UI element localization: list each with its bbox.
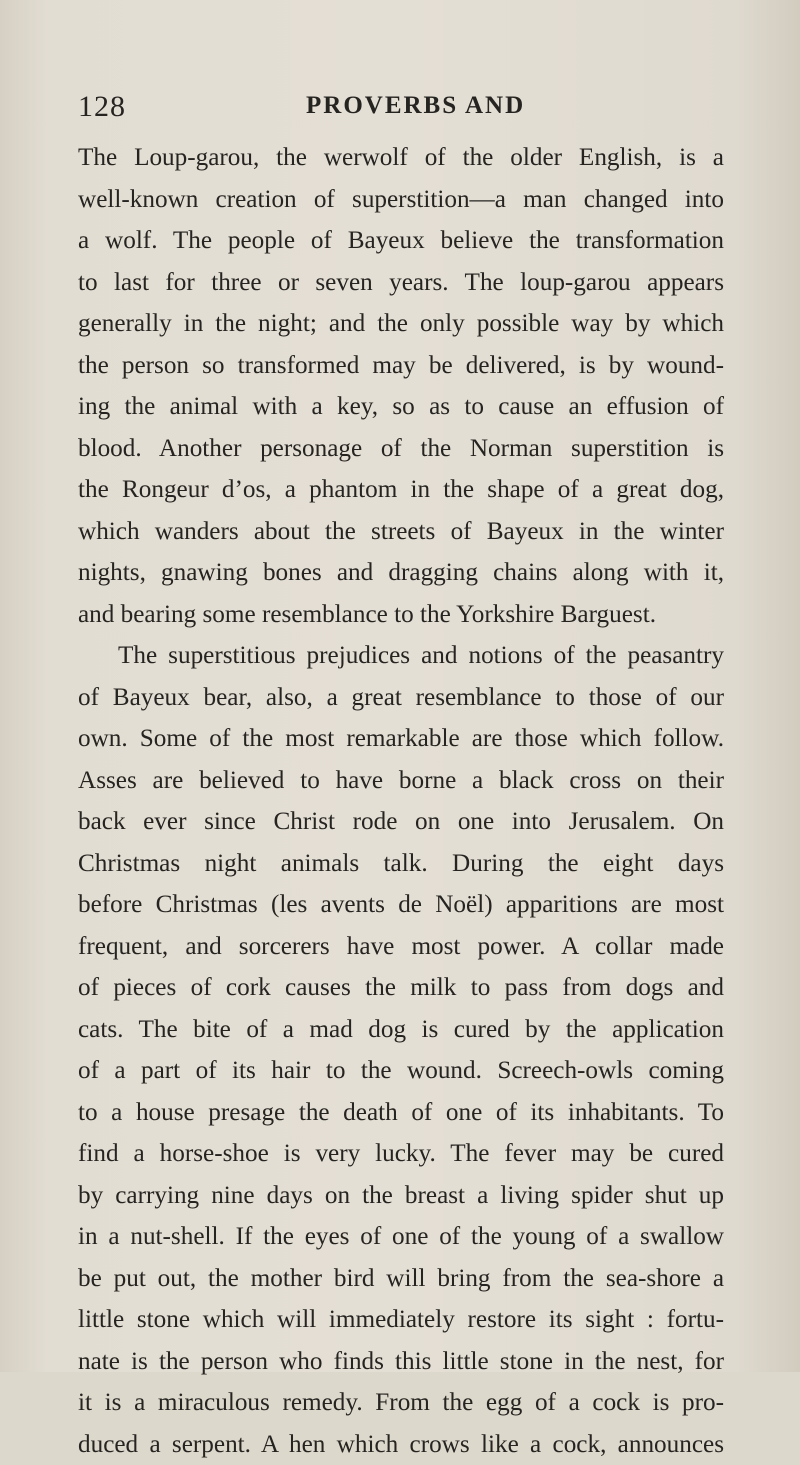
text-line: it is a miraculous remedy. From the egg of a cock is pro- [78, 1382, 724, 1424]
text-line: little stone which will immediately restore its sight : fortu- [78, 1299, 724, 1341]
text-line: cats. The bite of a mad dog is cured by the application [78, 1009, 724, 1051]
text-line: nights, gnawing bones and dragging chains along with it, [78, 552, 724, 594]
text-line: ing the animal with a key, so as to cause an effusion of [78, 386, 724, 428]
text-line: be put out, the mother bird will bring from the sea-shore a [78, 1258, 724, 1300]
text-line: frequent, and sorcerers have most power. A collar made [78, 926, 724, 968]
text-line: which wanders about the streets of Bayeux in the winter [78, 511, 724, 553]
text-line: well-known creation of superstition—a man changed into [78, 179, 724, 221]
text-line: The Loup-garou, the werwolf of the older English, is a [78, 137, 724, 179]
running-head [78, 90, 726, 124]
text-line: back ever since Christ rode on one into Jerusalem. On [78, 801, 724, 843]
text-line: The superstitious prejudices and notions of the peasantry [78, 635, 724, 677]
paragraph-loup-garou [78, 137, 724, 635]
text-line: the person so transformed may be delivered, is by wound- [78, 345, 724, 387]
text-line: to last for three or seven years. The loup-garou appears [78, 262, 724, 304]
text-line: by carrying nine days on the breast a living spider shut up [78, 1175, 724, 1217]
text-line: generally in the night; and the only possible way by which [78, 303, 724, 345]
text-line: Christmas night animals talk. During the eight days [78, 843, 724, 885]
text-line: of a part of its hair to the wound. Screech-owls coming [78, 1050, 724, 1092]
page-number: 128 [78, 90, 126, 124]
text-line: a wolf. The people of Bayeux believe the transformation [78, 220, 724, 262]
running-title: PROVERBS AND [306, 92, 525, 120]
text-line: in a nut-shell. If the eyes of one of the young of a swallow [78, 1216, 724, 1258]
text-line: own. Some of the most remarkable are those which follow. [78, 718, 724, 760]
text-line: the Rongeur d’os, a phantom in the shape of a great dog, [78, 469, 724, 511]
body-text [78, 137, 724, 1465]
text-line: to a house presage the death of one of its inhabitants. To [78, 1092, 724, 1134]
text-line: blood. Another personage of the Norman superstition is [78, 428, 724, 470]
text-line: Asses are believed to have borne a black cross on their [78, 760, 724, 802]
text-line: before Christmas (les avents de Noël) apparitions are most [78, 884, 724, 926]
text-line: duced a serpent. A hen which crows like a cock, announces [78, 1424, 724, 1465]
text-line: and bearing some resemblance to the Yorkshire Barguest. [78, 594, 724, 636]
text-line: of pieces of cork causes the milk to pass from dogs and [78, 967, 724, 1009]
text-line: find a horse-shoe is very lucky. The fever may be cured [78, 1133, 724, 1175]
text-line: of Bayeux bear, also, a great resemblance to those of our [78, 677, 724, 719]
text-line: nate is the person who finds this little stone in the nest, for [78, 1341, 724, 1383]
paragraph-superstitions [78, 635, 724, 1465]
